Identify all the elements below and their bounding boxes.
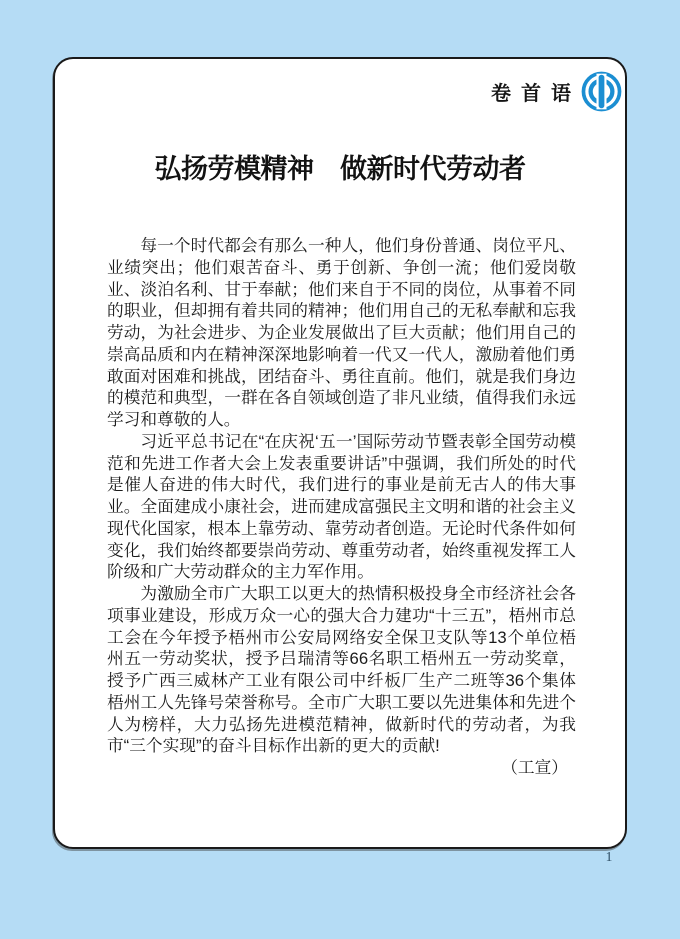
- article-paragraph-3: 为激励全市广大职工以更大的热情积极投身全市经济社会各项事业建设，形成万众一心的强大合力建功“十三五”，梧州市总工会在今年授予梧州市公安局网络安全保卫支队等13个单位梧州五一劳动奖状，授予吕瑞清等66名职工梧州五一劳动奖章，授予广西三威林产工业有限公司中纤板厂生产二班等36个集体梧州工人先锋号荣誉称号。全市广大职工要以先进集体和先进个人为榜样，大力弘扬先进模范精神，做新时代的劳动者，为我市“三个实现”的奋斗目标作出新的更大的贡献!: [107, 584, 576, 756]
- article-title: 弘扬劳模精神 做新时代劳动者: [154, 154, 526, 184]
- article-paragraph-1: 每一个时代都会有那么一种人，他们身份普通、岗位平凡、业绩突出；他们艰苦奋斗、勇于创新、争创一流；他们爱岗敬业、淡泊名利、甘于奉献；他们来自于不同的岗位，从事着不同的职业，但却拥有着共同的精神；他们用自己的无私奉献和忘我劳动，为社会进步、为企业发展做出了巨大贡献；他们用自己的崇高品质和内在精神深深地影响着一代又一代人，激励着他们勇敢面对困难和挑战，团结奋斗、勇往直前。他们，就是我们身边的模范和典型，一群在各自领域创造了非凡业绩，值得我们永远学习和尊敬的人。: [107, 236, 576, 429]
- article-paragraph-2: 习近平总书记在“在庆祝‘五一’国际劳动节暨表彰全国劳动模范和先进工作者大会上发表重要讲话”中强调，我们所处的时代是催人奋进的伟大时代，我们进行的事业是前无古人的伟大事业。全面建成小康社会，进而建成富强民主文明和谐的社会主义现代化国家，根本上靠劳动、靠劳动者创造。无论时代条件如何变化，我们始终都要崇尚劳动、尊重劳动者，始终重视发挥工人阶级和广大劳动群众的主力军作用。: [107, 431, 576, 582]
- section-header: [491, 71, 622, 112]
- article-body: [107, 235, 576, 779]
- section-label: 卷首语: [491, 83, 581, 105]
- trade-union-emblem-icon: [581, 71, 622, 112]
- content-sheet: [53, 57, 627, 849]
- article-signature: （工宣）: [501, 758, 568, 777]
- page-number: 1: [605, 849, 613, 864]
